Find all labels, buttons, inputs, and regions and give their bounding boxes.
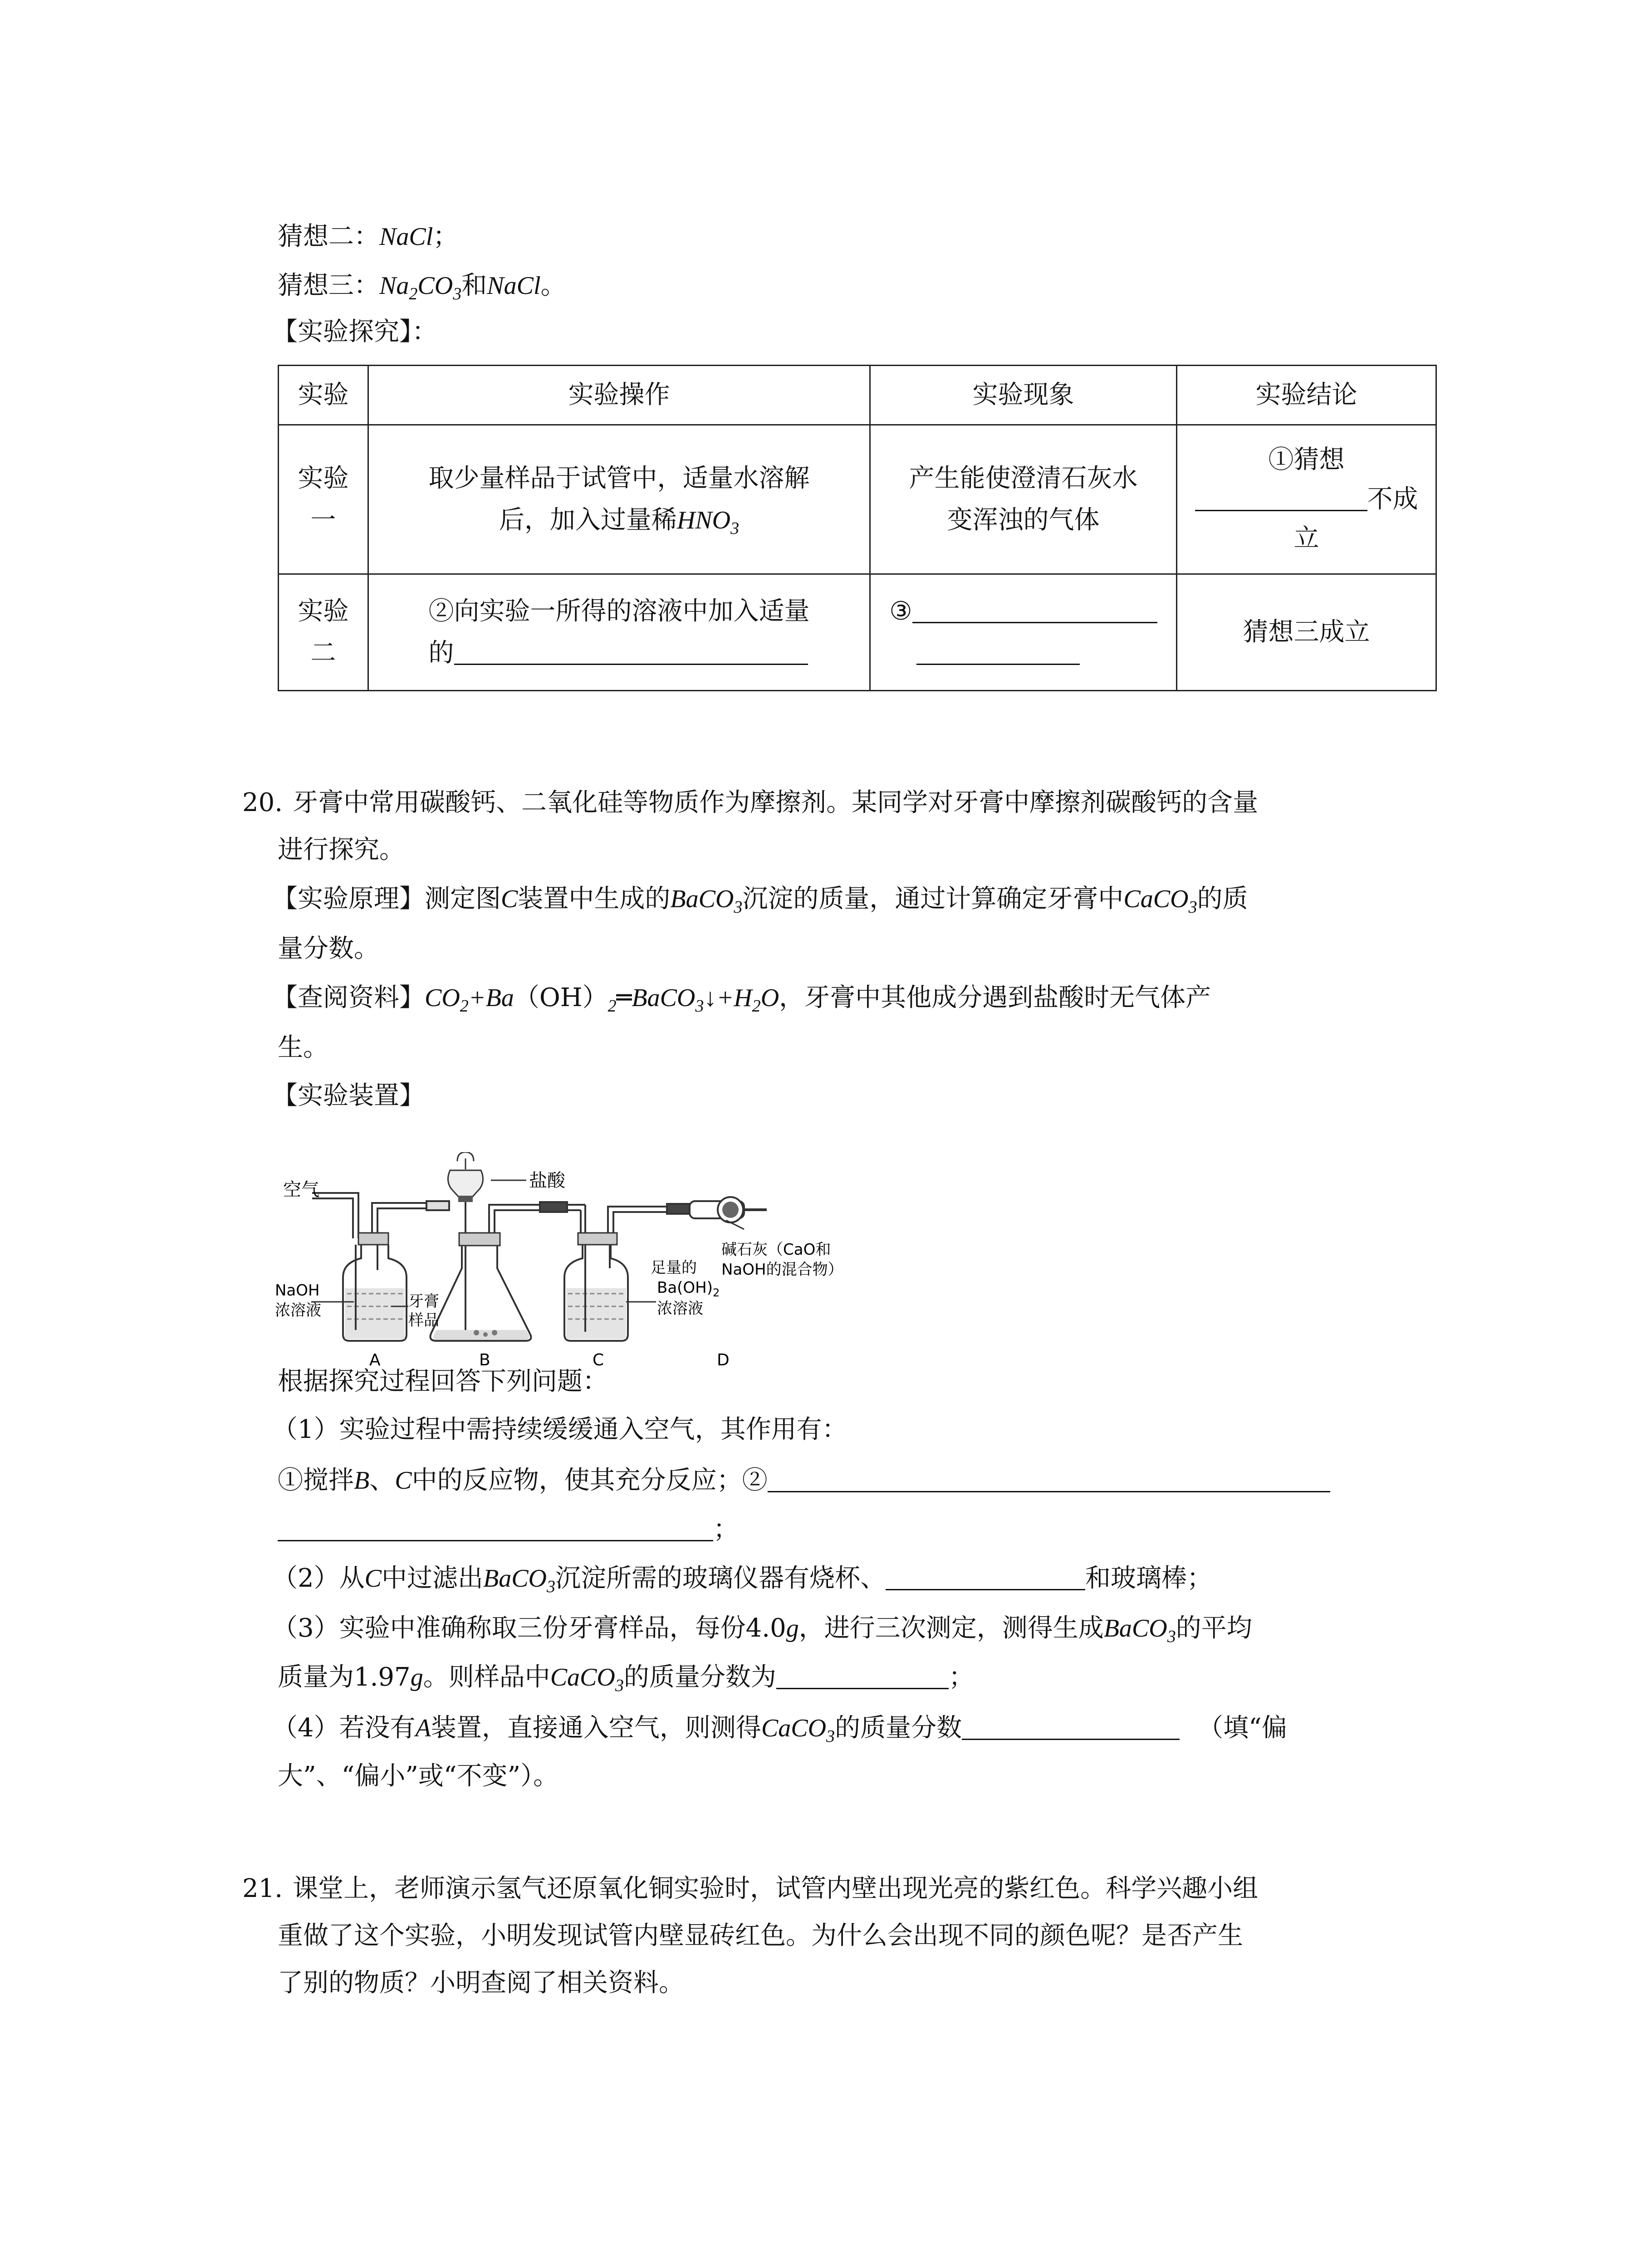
sub-question-1-line3: ；: [278, 1510, 739, 1549]
experiment-operation: ②向实验一所得的溶液中加入适量 的: [368, 574, 870, 691]
label-ba-solution: 浓溶液: [657, 1300, 703, 1318]
question-20-line2: 进行探究。: [278, 835, 405, 865]
table-header: 实验: [279, 366, 368, 425]
table-row: [279, 425, 1436, 574]
question-21-line1: 21. 课堂上，老师演示氢气还原氧化铜实验时，试管内壁出现光亮的紫红色。科学兴趣小组: [242, 1874, 1259, 1903]
experiment-name: 实验 二: [279, 574, 368, 691]
answer-blank[interactable]: [1195, 483, 1367, 511]
table-header: 实验现象: [870, 366, 1177, 425]
sub-question-4: （4）若没有A装置，直接通入空气，则测得CaCO$_3$的质量分数 （填“偏: [272, 1709, 1287, 1747]
label-naoh-solution: 浓溶液: [275, 1301, 321, 1320]
sub-question-1: （1）实验过程中需持续缓缓通入空气，其作用有：: [272, 1415, 847, 1444]
answer-blank[interactable]: [916, 637, 1080, 665]
drying-tube-d: [690, 1197, 767, 1222]
label-d: D: [717, 1351, 730, 1369]
label-hcl: 盐酸: [529, 1170, 565, 1191]
label-toothpaste: 牙膏: [408, 1292, 439, 1310]
experiment-conclusion: 猜想三成立: [1177, 574, 1436, 691]
answer-blank[interactable]: [962, 1712, 1180, 1740]
experiment-operation: 取少量样品于试管中，适量水溶解 后，加入过量稀$HNO_3$: [368, 425, 870, 574]
question-21-line3: 了别的物质？小明查阅了相关资料。: [278, 1968, 684, 1998]
label-c: C: [593, 1351, 604, 1369]
label-sample: 样品: [408, 1311, 439, 1330]
label-a: A: [369, 1351, 381, 1369]
answer-blank[interactable]: [278, 1514, 713, 1542]
table-header: 实验操作: [368, 366, 870, 425]
principle-line2: 量分数。: [278, 934, 379, 963]
principle-line1: 【实验原理】测定图C装置中生成的BaCO$_3$沉淀的质量，通过计算确定牙膏中CaCO$_3$的质: [272, 884, 1248, 917]
experiment-phenomenon: ③: [870, 574, 1177, 691]
bottle-c: [564, 1233, 628, 1341]
guess-2: 猜想二：NaCl；: [278, 222, 459, 251]
experiment-phenomenon: 产生能使澄清石灰水 变浑浊的气体: [870, 425, 1177, 574]
answer-intro: 根据探究过程回答下列问题：: [278, 1367, 608, 1396]
table-header: 实验结论: [1177, 366, 1436, 425]
answer-blank[interactable]: [776, 1662, 949, 1690]
sub-question-3: （3）实验中准确称取三份牙膏样品，每份4.0g，进行三次测定，测得生成BaCO$_3$的平均: [272, 1613, 1252, 1647]
answer-blank[interactable]: [454, 637, 808, 665]
data-line2: 生。: [278, 1033, 328, 1062]
answer-blank[interactable]: [912, 595, 1157, 623]
sub-question-1-line2: ①搅拌B、C中的反应物，使其充分反应；②: [278, 1461, 1330, 1500]
guess-3: 猜想三：$Na_2CO_3$和NaCl。: [278, 271, 566, 304]
question-number: 21.: [242, 1874, 283, 1903]
table-row: [279, 574, 1436, 691]
sub-question-3-line2: 质量为1.97g。则样品中CaCO$_3$的质量分数为 ；: [278, 1658, 974, 1696]
question-21-line2: 重做了这个实验，小明发现试管内壁显砖红色。为什么会出现不同的颜色呢？是否产生: [278, 1921, 1243, 1950]
bottle-a: [343, 1233, 407, 1341]
sub-question-2: （2）从C中过滤出BaCO$_3$沉淀所需的玻璃仪器有烧杯、 和玻璃棒；: [272, 1559, 1212, 1598]
question-number: 20.: [242, 788, 283, 817]
label-baoh2: $Ba(OH)_2$: [657, 1279, 720, 1299]
label-excess: 足量的: [651, 1259, 697, 1277]
answer-blank[interactable]: [886, 1563, 1085, 1591]
experiment-conclusion: ①猜想 不成 立: [1177, 425, 1436, 574]
question-20-line1: 20. 牙膏中常用碳酸钙、二氧化硅等物质作为摩擦剂。某同学对牙膏中摩擦剂碳酸钙的含量: [242, 788, 1259, 817]
apparatus-figure: [272, 1152, 871, 1370]
label-soda-lime: 碱石灰（CaO和: [721, 1241, 831, 1259]
label-soda-lime-mix: NaOH的混合物）: [721, 1261, 843, 1279]
device-heading: 【实验装置】: [272, 1081, 425, 1110]
page-number: [0, 2266, 1641, 2268]
sub-question-4-line2: 大”、“偏小”或“不变”）。: [278, 1761, 559, 1791]
experiment-table: [278, 365, 1437, 691]
label-air: 空气: [283, 1179, 319, 1200]
explore-heading: 【实验探究】：: [272, 317, 437, 347]
experiment-name: 实验 一: [279, 425, 368, 574]
data-line1: 【查阅资料】$CO_2+Ba(OH)_2═BaCO_3↓+H_2O$，牙膏中其他成分遇到盐酸时无气体产: [272, 983, 1211, 1016]
label-naoh: NaOH: [275, 1281, 320, 1300]
label-b: B: [479, 1351, 490, 1369]
answer-blank[interactable]: [768, 1465, 1330, 1493]
